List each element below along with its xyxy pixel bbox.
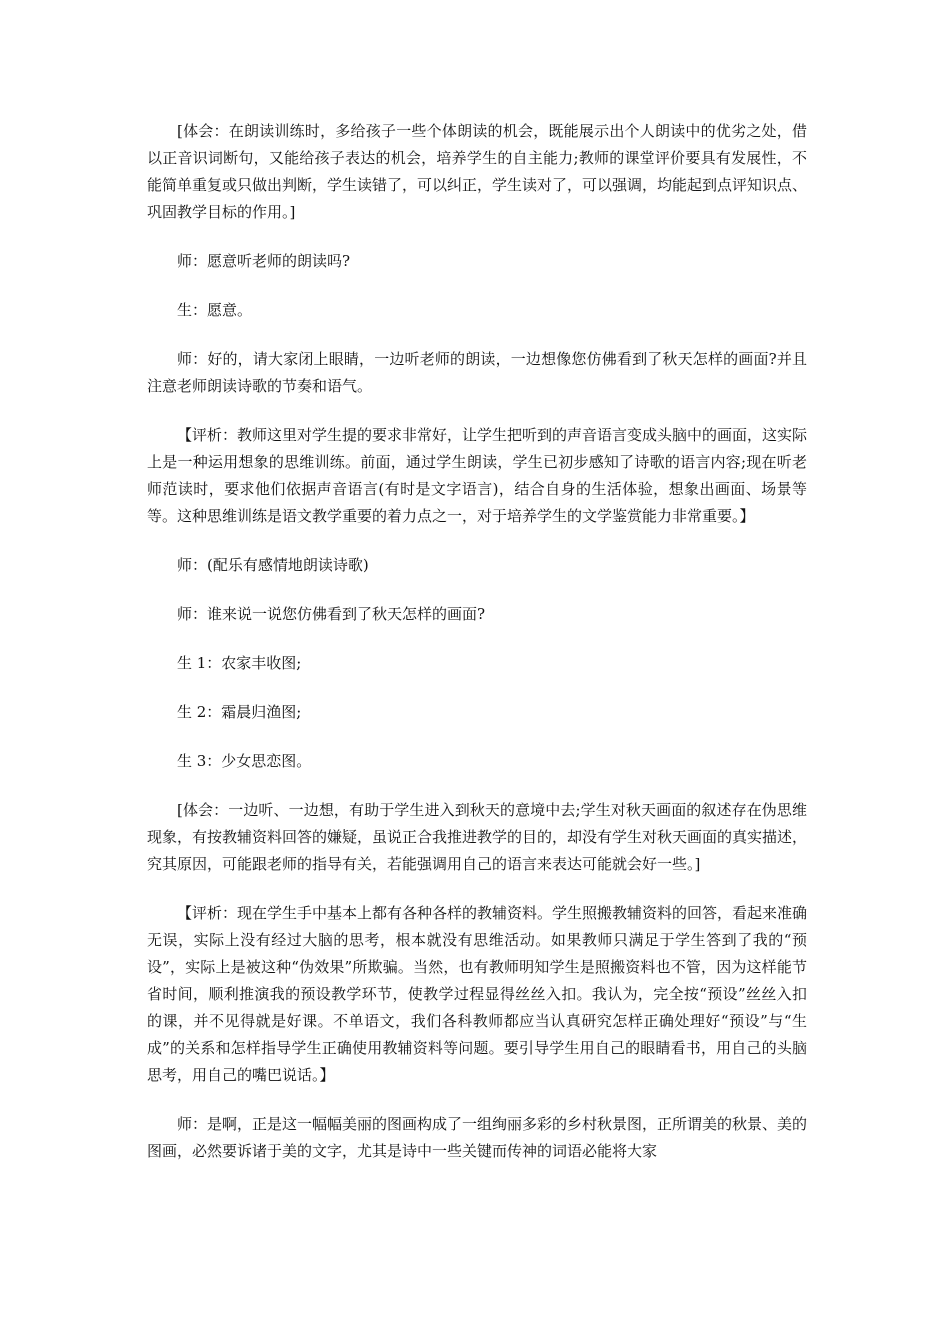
paragraph-teacher-question: 师：愿意听老师的朗读吗? — [177, 252, 351, 270]
paragraph-commentary-1: 【评析：教师这里对学生提的要求非常好，让学生把听到的声音语言变成头脑中的画面，这实际上是一种运用想象的思维训练。前面，通过学生朗读，学生已初步感知了诗歌的语言内容;现在听老师范读时，要求他们依据声音语言(有时是文字语言)，结合自身的生活体验，想象出画面、场景等等。这种思维训练是语文教学重要的着力点之一，对于培养学生的文学鉴赏能力非常重要。】 — [147, 426, 808, 525]
paragraph-reflection-2: [体会：一边听、一边想，有助于学生进入到秋天的意境中去;学生对秋天画面的叙述存在伪思维现象，有按教辅资料回答的嫌疑，虽说正合我推进教学的目的，却没有学生对秋天画面的真实描述，究其原因，可能跟老师的指导有关，若能强调用自己的语言来表达可能就会好一些。] — [147, 801, 808, 873]
paragraph-commentary-2: 【评析：现在学生手中基本上都有各种各样的教辅资料。学生照搬教辅资料的回答，看起来准确无误，实际上没有经过大脑的思考，根本就没有思维活动。如果教师只满足于学生答到了我的“预设”，实际上是被这种“伪效果”所欺骗。当然，也有教师明知学生是照搬资料也不管，因为这样能节省时间，顺利推演我的预设教学环节，使教学过程显得丝丝入扣。我认为，完全按“预设”丝丝入扣的课，并不见得就是好课。不单语文，我们各科教师都应当认真研究怎样正确处理好“预设”与“生成”的关系和怎样指导学生正确使用教辅资料等问题。要引导学生用自己的眼睛看书，用自己的头脑思考，用自己的嘴巴说话。】 — [147, 904, 808, 1084]
paragraph-teacher-ask: 师：谁来说一说您仿佛看到了秋天怎样的画面? — [177, 605, 486, 623]
paragraph-student-1: 生 1：农家丰收图; — [177, 654, 302, 672]
paragraph-teacher-instruction: 师：好的，请大家闭上眼睛，一边听老师的朗读，一边想像您仿佛看到了秋天怎样的画面?并且注意老师朗读诗歌的节奏和语气。 — [147, 350, 807, 395]
paragraph-student-2: 生 2：霜晨归渔图; — [177, 703, 302, 721]
paragraph-reflection-1: [体会：在朗读训练时，多给孩子一些个体朗读的机会，既能展示出个人朗读中的优劣之处，借以正音识词断句，又能给孩子表达的机会，培养学生的自主能力;教师的课堂评价要具有发展性，不能简单重复或只做出判断，学生读错了，可以纠正，学生读对了，可以强调，均能起到点评知识点、巩固教学目标的作用。] — [147, 122, 808, 221]
paragraph-teacher-summary: 师：是啊，正是这一幅幅美丽的图画构成了一组绚丽多彩的乡村秋景图，正所谓美的秋景、美的图画，必然要诉诸于美的文字，尤其是诗中一些关键而传神的词语必能将大家 — [147, 1115, 808, 1160]
paragraph-student-3: 生 3：少女思恋图。 — [177, 752, 312, 770]
paragraph-student-answer: 生：愿意。 — [177, 301, 253, 319]
document-body — [147, 118, 807, 1187]
paragraph-teacher-reading: 师：(配乐有感情地朗读诗歌) — [177, 556, 369, 574]
